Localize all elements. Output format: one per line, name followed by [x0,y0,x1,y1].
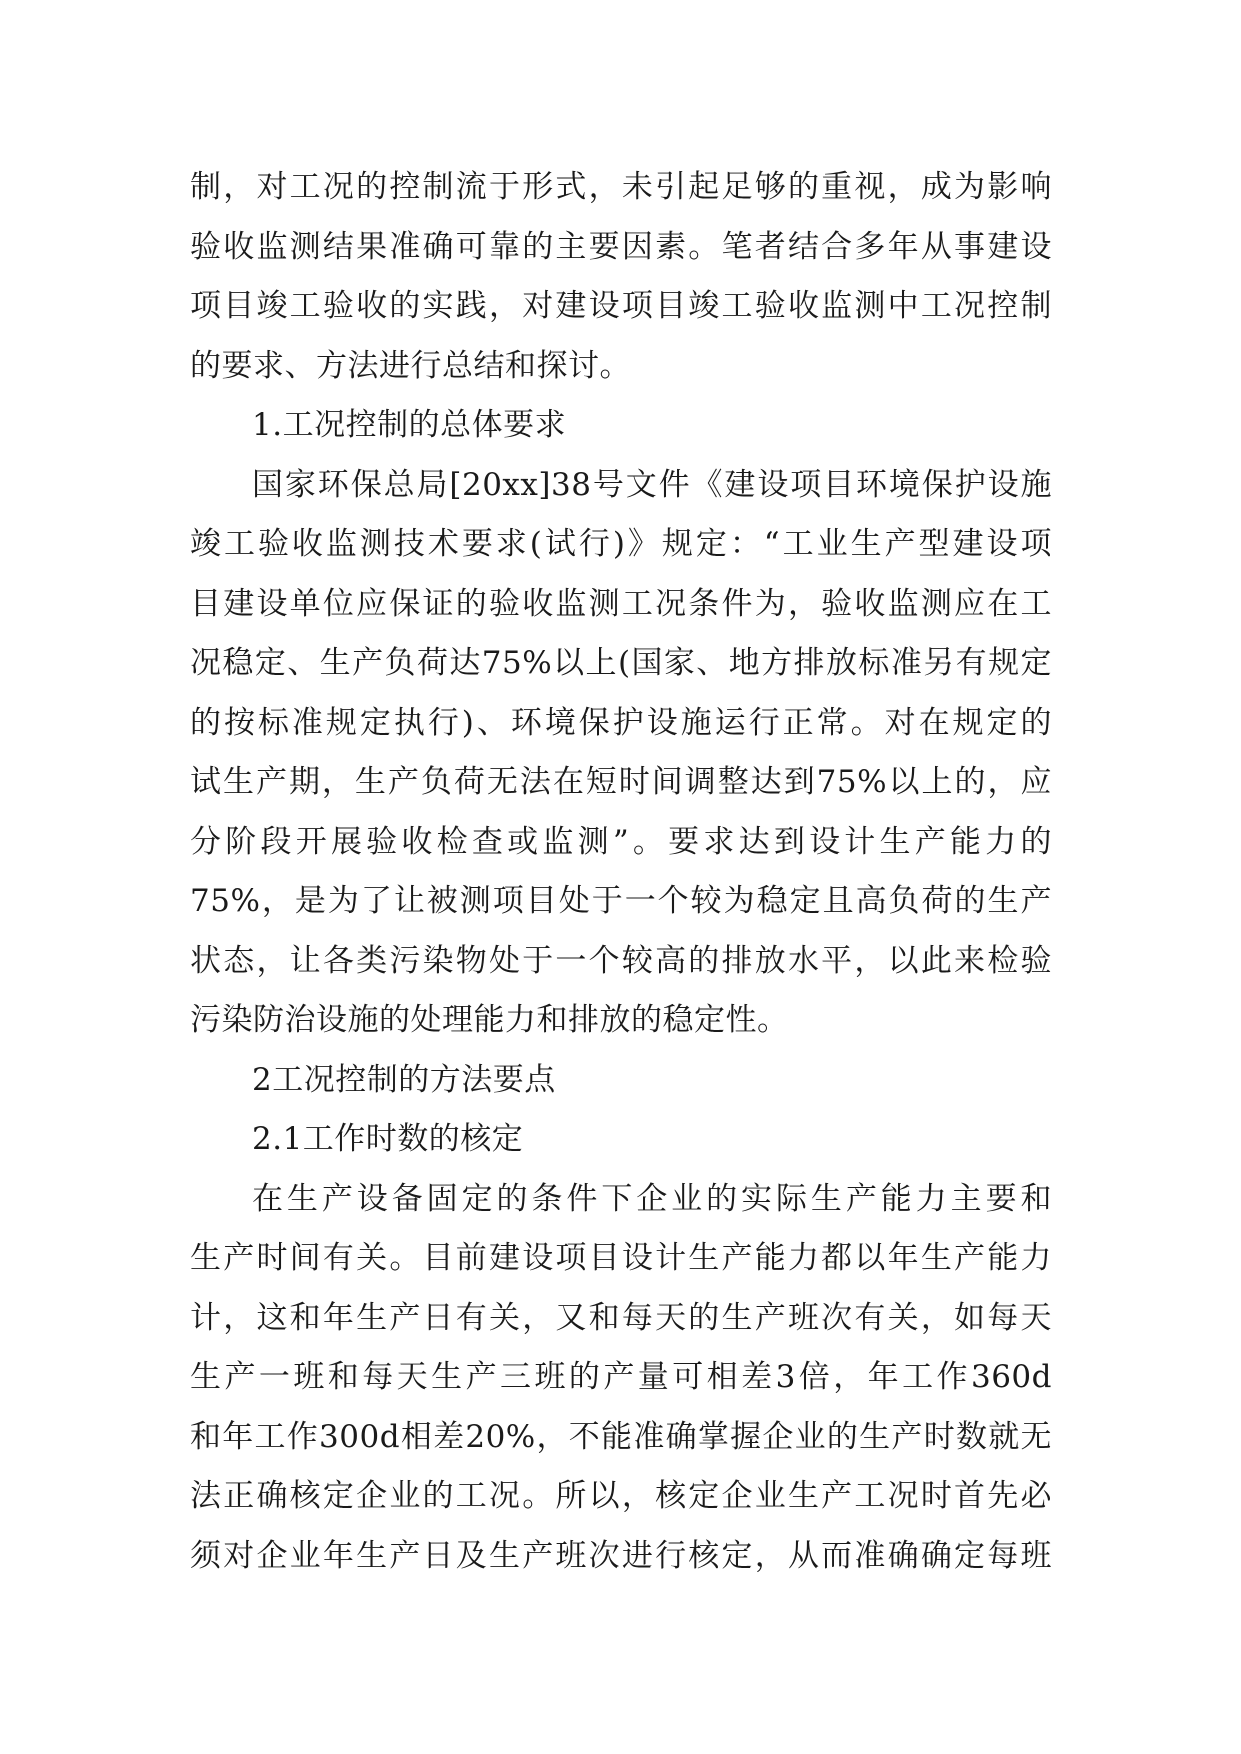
body-text [190,158,1052,1586]
text-line: 项目竣工验收的实践，对建设项目竣工验收监测中工况控制 [190,288,1052,324]
text-line: 验收监测结果准确可靠的主要因素。笔者结合多年从事建设 [190,228,1052,265]
subsection-heading: 2.1工作时数的核定 [252,1121,524,1157]
text-line: 状态，让各类污染物处于一个较高的排放水平，以此来检验 [190,942,1052,979]
text-line: 生产一班和每天生产三班的产量可相差3倍，年工作360d [190,1359,1052,1395]
section-heading: 2工况控制的方法要点 [252,1061,556,1098]
text-line: 的按标准规定执行)、环境保护设施运行正常。对在规定的 [190,704,1052,741]
text-line: 法正确核定企业的工况。所以，核定企业生产工况时首先必 [190,1478,1052,1514]
section-heading: 1.工况控制的总体要求 [252,407,567,443]
text-line: 计，这和年生产日有关，又和每天的生产班次有关，如每天 [190,1299,1052,1336]
text-line: 试生产期，生产负荷无法在短时间调整达到75%以上的，应 [190,764,1052,800]
text-line: 目建设单位应保证的验收监测工况条件为，验收监测应在工 [190,585,1052,622]
text-line: 的要求、方法进行总结和探讨。 [190,347,631,384]
text-line: 况稳定、生产负荷达75%以上(国家、地方排放标准另有规定 [190,645,1052,681]
text-line: 制，对工况的控制流于形式，未引起足够的重视，成为影响 [190,169,1052,205]
text-line: 竣工验收监测技术要求(试行)》规定：“工业生产型建设项 [190,526,1052,562]
text-line: 国家环保总局[20xx]38号文件《建设项目环境保护设施 [252,466,1052,503]
text-line: 污染防治设施的处理能力和排放的稳定性。 [190,1002,789,1038]
text-line: 和年工作300d相差20%，不能准确掌握企业的生产时数就无 [190,1418,1052,1455]
text-line: 生产时间有关。目前建设项目设计生产能力都以年生产能力 [190,1240,1052,1276]
text-line: 须对企业年生产日及生产班次进行核定，从而准确确定每班 [190,1537,1052,1574]
text-line: 在生产设备固定的条件下企业的实际生产能力主要和 [252,1180,1052,1217]
text-line: 75%，是为了让被测项目处于一个较为稳定且高负荷的生产 [190,883,1052,919]
text-line: 分阶段开展验收检查或监测”。要求达到设计生产能力的 [190,823,1052,860]
